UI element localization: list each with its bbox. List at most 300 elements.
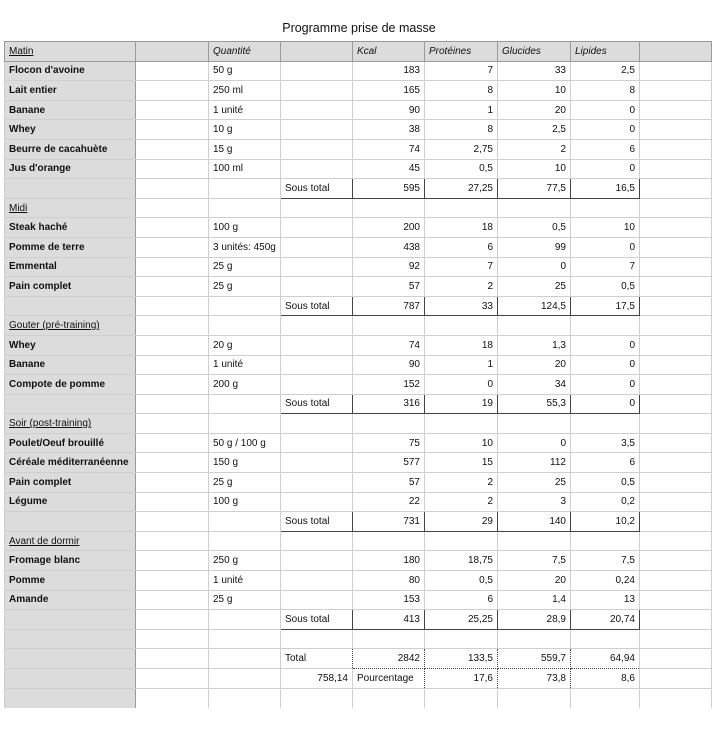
header-kcal[interactable]: Kcal: [353, 42, 425, 62]
subtotal-fat[interactable]: 10,2: [571, 512, 640, 532]
percentage-label[interactable]: Pourcentage: [353, 669, 425, 689]
header-quantite[interactable]: Quantité: [209, 42, 281, 62]
kcal-value[interactable]: 90: [353, 100, 425, 120]
carbs-value[interactable]: 1,4: [498, 590, 571, 610]
empty-cell[interactable]: [281, 81, 353, 101]
empty-cell[interactable]: [136, 551, 209, 571]
subtotal-kcal[interactable]: 787: [353, 296, 425, 316]
total-protein[interactable]: 133,5: [425, 649, 498, 669]
quantity[interactable]: 10 g: [209, 120, 281, 140]
empty-cell[interactable]: [281, 531, 353, 551]
subtotal-protein[interactable]: 33: [425, 296, 498, 316]
empty-cell[interactable]: [136, 198, 209, 218]
section-header-matin[interactable]: Matin: [5, 42, 136, 62]
empty-cell[interactable]: [136, 257, 209, 277]
empty-cell[interactable]: [425, 198, 498, 218]
subtotal-kcal[interactable]: 316: [353, 394, 425, 414]
carbs-value[interactable]: 0: [498, 257, 571, 277]
fat-value[interactable]: 0: [571, 335, 640, 355]
section-header[interactable]: Soir (post-training): [5, 414, 136, 434]
empty-cell[interactable]: [571, 629, 640, 649]
food-name[interactable]: Céréale méditerranéenne: [5, 453, 136, 473]
empty-cell[interactable]: [281, 453, 353, 473]
empty-cell[interactable]: [209, 296, 281, 316]
protein-value[interactable]: 1: [425, 355, 498, 375]
food-name[interactable]: Steak haché: [5, 218, 136, 238]
quantity[interactable]: 20 g: [209, 335, 281, 355]
empty-cell[interactable]: [640, 571, 712, 591]
empty-cell[interactable]: [640, 277, 712, 297]
percentage-fat[interactable]: 8,6: [571, 669, 640, 689]
subtotal-kcal[interactable]: 413: [353, 610, 425, 630]
empty-cell[interactable]: [281, 433, 353, 453]
empty-cell[interactable]: [640, 649, 712, 669]
empty-cell[interactable]: [425, 316, 498, 336]
empty-cell[interactable]: [640, 669, 712, 689]
empty-cell[interactable]: [640, 394, 712, 414]
header-lipides[interactable]: Lipides: [571, 42, 640, 62]
section-header[interactable]: Avant de dormir: [5, 531, 136, 551]
food-name[interactable]: Amande: [5, 590, 136, 610]
empty-cell[interactable]: [281, 629, 353, 649]
empty-cell[interactable]: [640, 629, 712, 649]
protein-value[interactable]: 15: [425, 453, 498, 473]
empty-cell[interactable]: [136, 649, 209, 669]
protein-value[interactable]: 2,75: [425, 139, 498, 159]
fat-value[interactable]: 0: [571, 237, 640, 257]
subtotal-label[interactable]: Sous total: [281, 610, 353, 630]
empty-cell[interactable]: [281, 551, 353, 571]
carbs-value[interactable]: 20: [498, 571, 571, 591]
kcal-value[interactable]: 183: [353, 61, 425, 81]
subtotal-fat[interactable]: 0: [571, 394, 640, 414]
carbs-value[interactable]: 1,3: [498, 335, 571, 355]
empty-cell[interactable]: [640, 531, 712, 551]
subtotal-carbs[interactable]: 140: [498, 512, 571, 532]
empty-cell[interactable]: [640, 414, 712, 434]
empty-cell[interactable]: [640, 296, 712, 316]
empty-cell[interactable]: [353, 531, 425, 551]
protein-value[interactable]: 0,5: [425, 159, 498, 179]
empty-cell[interactable]: [209, 198, 281, 218]
kcal-value[interactable]: 74: [353, 335, 425, 355]
food-name[interactable]: Pomme de terre: [5, 237, 136, 257]
empty-cell[interactable]: [136, 453, 209, 473]
subtotal-protein[interactable]: 19: [425, 394, 498, 414]
subtotal-carbs[interactable]: 55,3: [498, 394, 571, 414]
quantity[interactable]: 25 g: [209, 277, 281, 297]
carbs-value[interactable]: 0: [498, 433, 571, 453]
empty-cell[interactable]: [136, 335, 209, 355]
empty-cell[interactable]: [640, 159, 712, 179]
kcal-value[interactable]: 152: [353, 375, 425, 395]
empty-cell[interactable]: [136, 669, 209, 689]
empty-cell[interactable]: [640, 120, 712, 140]
protein-value[interactable]: 18,75: [425, 551, 498, 571]
carbs-value[interactable]: 10: [498, 159, 571, 179]
carbs-value[interactable]: 20: [498, 100, 571, 120]
empty-cell[interactable]: [136, 159, 209, 179]
empty-cell[interactable]: [136, 355, 209, 375]
protein-value[interactable]: 0,5: [425, 571, 498, 591]
empty-cell[interactable]: [640, 433, 712, 453]
carbs-value[interactable]: 10: [498, 81, 571, 101]
kcal-value[interactable]: 180: [353, 551, 425, 571]
fat-value[interactable]: 0: [571, 159, 640, 179]
empty-cell[interactable]: [281, 688, 353, 708]
empty-cell[interactable]: [281, 590, 353, 610]
empty-cell[interactable]: [640, 610, 712, 630]
empty-cell[interactable]: [425, 688, 498, 708]
subtotal-fat[interactable]: 17,5: [571, 296, 640, 316]
kcal-value[interactable]: 92: [353, 257, 425, 277]
food-name[interactable]: Compote de pomme: [5, 375, 136, 395]
carbs-value[interactable]: 20: [498, 355, 571, 375]
empty-cell[interactable]: [640, 81, 712, 101]
header-cell[interactable]: [136, 42, 209, 62]
empty-cell[interactable]: [281, 257, 353, 277]
empty-cell[interactable]: [640, 316, 712, 336]
food-name[interactable]: Pomme: [5, 571, 136, 591]
empty-cell[interactable]: [5, 688, 136, 708]
empty-cell[interactable]: [5, 512, 136, 532]
empty-cell[interactable]: [281, 316, 353, 336]
quantity[interactable]: 1 unité: [209, 100, 281, 120]
subtotal-label[interactable]: Sous total: [281, 512, 353, 532]
empty-cell[interactable]: [281, 277, 353, 297]
empty-cell[interactable]: [425, 414, 498, 434]
empty-cell[interactable]: [5, 296, 136, 316]
empty-cell[interactable]: [353, 688, 425, 708]
empty-cell[interactable]: [281, 571, 353, 591]
fat-value[interactable]: 2,5: [571, 61, 640, 81]
protein-value[interactable]: 2: [425, 277, 498, 297]
empty-cell[interactable]: [571, 316, 640, 336]
quantity[interactable]: 250 ml: [209, 81, 281, 101]
empty-cell[interactable]: [5, 179, 136, 199]
carbs-value[interactable]: 25: [498, 473, 571, 493]
subtotal-label[interactable]: Sous total: [281, 394, 353, 414]
empty-cell[interactable]: [209, 610, 281, 630]
empty-cell[interactable]: [136, 316, 209, 336]
fat-value[interactable]: 0,5: [571, 277, 640, 297]
empty-cell[interactable]: [136, 81, 209, 101]
empty-cell[interactable]: [571, 531, 640, 551]
subtotal-kcal[interactable]: 595: [353, 179, 425, 199]
empty-cell[interactable]: [5, 649, 136, 669]
protein-value[interactable]: 10: [425, 433, 498, 453]
fat-value[interactable]: 0,5: [571, 473, 640, 493]
empty-cell[interactable]: [640, 512, 712, 532]
empty-cell[interactable]: [5, 669, 136, 689]
carbs-value[interactable]: 3: [498, 492, 571, 512]
food-name[interactable]: Banane: [5, 100, 136, 120]
subtotal-protein[interactable]: 25,25: [425, 610, 498, 630]
empty-cell[interactable]: [136, 433, 209, 453]
empty-cell[interactable]: [136, 492, 209, 512]
fat-value[interactable]: 10: [571, 218, 640, 238]
food-name[interactable]: Emmental: [5, 257, 136, 277]
empty-cell[interactable]: [640, 198, 712, 218]
empty-cell[interactable]: [209, 394, 281, 414]
quantity[interactable]: 50 g: [209, 61, 281, 81]
carbs-value[interactable]: 33: [498, 61, 571, 81]
quantity[interactable]: 1 unité: [209, 571, 281, 591]
empty-cell[interactable]: [640, 453, 712, 473]
kcal-value[interactable]: 22: [353, 492, 425, 512]
carbs-value[interactable]: 25: [498, 277, 571, 297]
fat-value[interactable]: 3,5: [571, 433, 640, 453]
empty-cell[interactable]: [136, 629, 209, 649]
carbs-value[interactable]: 0,5: [498, 218, 571, 238]
fat-value[interactable]: 0,2: [571, 492, 640, 512]
fat-value[interactable]: 13: [571, 590, 640, 610]
empty-cell[interactable]: [281, 218, 353, 238]
empty-cell[interactable]: [281, 198, 353, 218]
empty-cell[interactable]: [498, 629, 571, 649]
carbs-value[interactable]: 99: [498, 237, 571, 257]
protein-value[interactable]: 1: [425, 100, 498, 120]
food-name[interactable]: Whey: [5, 335, 136, 355]
food-name[interactable]: Jus d'orange: [5, 159, 136, 179]
quantity[interactable]: 50 g / 100 g: [209, 433, 281, 453]
empty-cell[interactable]: [136, 688, 209, 708]
kcal-value[interactable]: 75: [353, 433, 425, 453]
empty-cell[interactable]: [640, 139, 712, 159]
kcal-value[interactable]: 200: [353, 218, 425, 238]
protein-value[interactable]: 2: [425, 492, 498, 512]
quantity[interactable]: 25 g: [209, 590, 281, 610]
quantity[interactable]: 3 unités: 450g: [209, 237, 281, 257]
empty-cell[interactable]: [281, 120, 353, 140]
fat-value[interactable]: 0: [571, 100, 640, 120]
empty-cell[interactable]: [136, 277, 209, 297]
subtotal-protein[interactable]: 29: [425, 512, 498, 532]
empty-cell[interactable]: [571, 414, 640, 434]
empty-cell[interactable]: [281, 100, 353, 120]
empty-cell[interactable]: [281, 159, 353, 179]
kcal-value[interactable]: 165: [353, 81, 425, 101]
empty-cell[interactable]: [640, 100, 712, 120]
empty-cell[interactable]: [136, 218, 209, 238]
food-name[interactable]: Légume: [5, 492, 136, 512]
quantity[interactable]: 200 g: [209, 375, 281, 395]
empty-cell[interactable]: [281, 375, 353, 395]
protein-value[interactable]: 6: [425, 237, 498, 257]
empty-cell[interactable]: [136, 375, 209, 395]
percentage-protein[interactable]: 17,6: [425, 669, 498, 689]
total-kcal[interactable]: 2842: [353, 649, 425, 669]
empty-cell[interactable]: [5, 610, 136, 630]
empty-cell[interactable]: [498, 316, 571, 336]
food-name[interactable]: Flocon d'avoine: [5, 61, 136, 81]
empty-cell[interactable]: [640, 335, 712, 355]
total-fat[interactable]: 64,94: [571, 649, 640, 669]
empty-cell[interactable]: [136, 590, 209, 610]
protein-value[interactable]: 0: [425, 375, 498, 395]
subtotal-label[interactable]: Sous total: [281, 296, 353, 316]
subtotal-carbs[interactable]: 28,9: [498, 610, 571, 630]
empty-cell[interactable]: [498, 688, 571, 708]
quantity[interactable]: 100 ml: [209, 159, 281, 179]
empty-cell[interactable]: [136, 531, 209, 551]
kcal-value[interactable]: 577: [353, 453, 425, 473]
empty-cell[interactable]: [281, 414, 353, 434]
fat-value[interactable]: 7,5: [571, 551, 640, 571]
protein-value[interactable]: 7: [425, 257, 498, 277]
empty-cell[interactable]: [281, 355, 353, 375]
empty-cell[interactable]: [209, 179, 281, 199]
empty-cell[interactable]: [209, 512, 281, 532]
empty-cell[interactable]: [136, 139, 209, 159]
section-header[interactable]: Midi: [5, 198, 136, 218]
carbs-value[interactable]: 2: [498, 139, 571, 159]
empty-cell[interactable]: [640, 473, 712, 493]
empty-cell[interactable]: [5, 394, 136, 414]
empty-cell[interactable]: [209, 414, 281, 434]
empty-cell[interactable]: [640, 590, 712, 610]
empty-cell[interactable]: [640, 375, 712, 395]
kcal-value[interactable]: 38: [353, 120, 425, 140]
kcal-value[interactable]: 57: [353, 473, 425, 493]
empty-cell[interactable]: [136, 512, 209, 532]
quantity[interactable]: 100 g: [209, 218, 281, 238]
food-name[interactable]: Whey: [5, 120, 136, 140]
empty-cell[interactable]: [209, 316, 281, 336]
kcal-value[interactable]: 45: [353, 159, 425, 179]
empty-cell[interactable]: [640, 218, 712, 238]
protein-value[interactable]: 8: [425, 81, 498, 101]
empty-cell[interactable]: [425, 629, 498, 649]
protein-value[interactable]: 8: [425, 120, 498, 140]
empty-cell[interactable]: [136, 414, 209, 434]
empty-cell[interactable]: [136, 100, 209, 120]
header-cell[interactable]: [281, 42, 353, 62]
fat-value[interactable]: 8: [571, 81, 640, 101]
empty-cell[interactable]: [281, 139, 353, 159]
empty-cell[interactable]: [498, 414, 571, 434]
empty-cell[interactable]: [640, 257, 712, 277]
empty-cell[interactable]: [640, 688, 712, 708]
empty-cell[interactable]: [640, 355, 712, 375]
food-name[interactable]: Fromage blanc: [5, 551, 136, 571]
fat-value[interactable]: 6: [571, 453, 640, 473]
protein-value[interactable]: 7: [425, 61, 498, 81]
food-name[interactable]: Beurre de cacahuète: [5, 139, 136, 159]
empty-cell[interactable]: [136, 237, 209, 257]
quantity[interactable]: 250 g: [209, 551, 281, 571]
empty-cell[interactable]: [136, 61, 209, 81]
empty-cell[interactable]: [209, 649, 281, 669]
fat-value[interactable]: 0: [571, 375, 640, 395]
kcal-value[interactable]: 57: [353, 277, 425, 297]
quantity[interactable]: 1 unité: [209, 355, 281, 375]
subtotal-carbs[interactable]: 124,5: [498, 296, 571, 316]
subtotal-fat[interactable]: 16,5: [571, 179, 640, 199]
header-glucides[interactable]: Glucides: [498, 42, 571, 62]
quantity[interactable]: 25 g: [209, 257, 281, 277]
fat-value[interactable]: 0: [571, 120, 640, 140]
empty-cell[interactable]: [136, 296, 209, 316]
food-name[interactable]: Pain complet: [5, 277, 136, 297]
empty-cell[interactable]: [136, 394, 209, 414]
empty-cell[interactable]: [353, 316, 425, 336]
kcal-value[interactable]: 74: [353, 139, 425, 159]
carbs-value[interactable]: 2,5: [498, 120, 571, 140]
empty-cell[interactable]: [640, 61, 712, 81]
kcal-value[interactable]: 80: [353, 571, 425, 591]
empty-cell[interactable]: [640, 551, 712, 571]
empty-cell[interactable]: [640, 237, 712, 257]
empty-cell[interactable]: [353, 414, 425, 434]
percentage-kcal-ref[interactable]: 758,14: [281, 669, 353, 689]
subtotal-fat[interactable]: 20,74: [571, 610, 640, 630]
food-name[interactable]: Banane: [5, 355, 136, 375]
empty-cell[interactable]: [425, 531, 498, 551]
quantity[interactable]: 150 g: [209, 453, 281, 473]
protein-value[interactable]: 18: [425, 218, 498, 238]
food-name[interactable]: Lait entier: [5, 81, 136, 101]
empty-cell[interactable]: [136, 610, 209, 630]
quantity[interactable]: 15 g: [209, 139, 281, 159]
protein-value[interactable]: 6: [425, 590, 498, 610]
empty-cell[interactable]: [136, 571, 209, 591]
subtotal-carbs[interactable]: 77,5: [498, 179, 571, 199]
empty-cell[interactable]: [136, 473, 209, 493]
empty-cell[interactable]: [281, 61, 353, 81]
empty-cell[interactable]: [281, 492, 353, 512]
kcal-value[interactable]: 90: [353, 355, 425, 375]
protein-value[interactable]: 18: [425, 335, 498, 355]
empty-cell[interactable]: [209, 669, 281, 689]
quantity[interactable]: 25 g: [209, 473, 281, 493]
subtotal-kcal[interactable]: 731: [353, 512, 425, 532]
empty-cell[interactable]: [640, 492, 712, 512]
carbs-value[interactable]: 7,5: [498, 551, 571, 571]
kcal-value[interactable]: 153: [353, 590, 425, 610]
empty-cell[interactable]: [136, 179, 209, 199]
header-proteines[interactable]: Protéines: [425, 42, 498, 62]
empty-cell[interactable]: [498, 198, 571, 218]
food-name[interactable]: Poulet/Oeuf brouillé: [5, 433, 136, 453]
empty-cell[interactable]: [498, 531, 571, 551]
food-name[interactable]: Pain complet: [5, 473, 136, 493]
total-label[interactable]: Total: [281, 649, 353, 669]
fat-value[interactable]: 6: [571, 139, 640, 159]
protein-value[interactable]: 2: [425, 473, 498, 493]
empty-cell[interactable]: [5, 629, 136, 649]
subtotal-protein[interactable]: 27,25: [425, 179, 498, 199]
empty-cell[interactable]: [281, 335, 353, 355]
empty-cell[interactable]: [209, 531, 281, 551]
carbs-value[interactable]: 112: [498, 453, 571, 473]
carbs-value[interactable]: 34: [498, 375, 571, 395]
header-cell[interactable]: [640, 42, 712, 62]
empty-cell[interactable]: [640, 179, 712, 199]
empty-cell[interactable]: [571, 688, 640, 708]
fat-value[interactable]: 7: [571, 257, 640, 277]
empty-cell[interactable]: [571, 198, 640, 218]
empty-cell[interactable]: [281, 237, 353, 257]
quantity[interactable]: 100 g: [209, 492, 281, 512]
kcal-value[interactable]: 438: [353, 237, 425, 257]
empty-cell[interactable]: [209, 688, 281, 708]
empty-cell[interactable]: [353, 198, 425, 218]
empty-cell[interactable]: [209, 629, 281, 649]
fat-value[interactable]: 0: [571, 355, 640, 375]
empty-cell[interactable]: [281, 473, 353, 493]
section-header[interactable]: Gouter (pré-training): [5, 316, 136, 336]
